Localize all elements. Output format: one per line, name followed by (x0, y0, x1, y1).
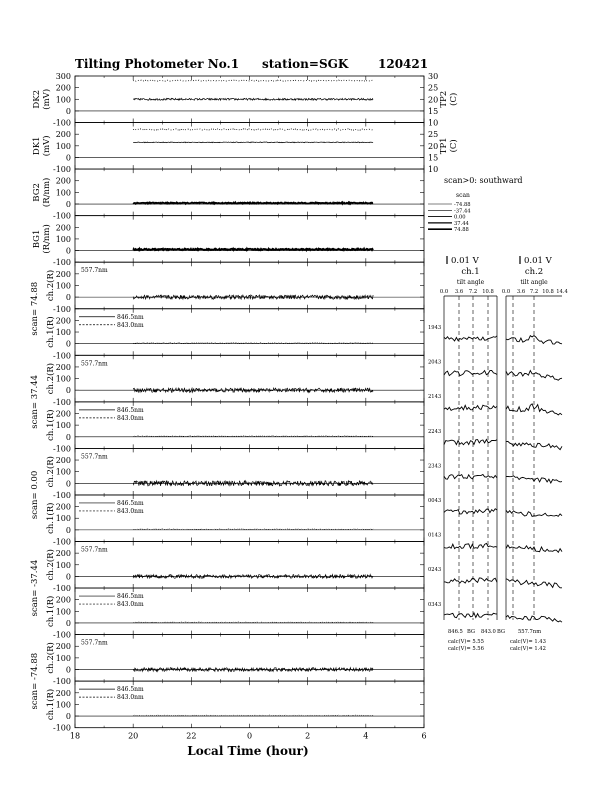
data-series (133, 142, 373, 143)
y-axis-label: ch.2(R) (46, 642, 56, 674)
y-tick-label: -100 (53, 677, 71, 687)
ch2-calc-label: calc(V)= 1.42 (510, 646, 546, 652)
y-axis-label: ch.1(R) (46, 409, 56, 441)
y-axis-label: ch.1(R) (46, 502, 56, 534)
scan-legend-header: scan (456, 192, 470, 199)
y-axis-label: ch.1(R) (46, 316, 56, 348)
scan-legend-entry: 37.44 (454, 220, 469, 227)
y-tick-label: 100 (55, 560, 71, 570)
y-tick-label: 0 (65, 712, 71, 722)
scan-group-label: scan= 74.88 (30, 281, 40, 336)
panel-frame (75, 448, 424, 495)
x-tick-label: 18 (69, 731, 81, 741)
panel-s4c2 (30, 542, 424, 617)
y-tick-label: 100 (55, 281, 71, 291)
y-tick-label: 100 (55, 95, 71, 105)
y-tick-label: 100 (55, 514, 71, 524)
chart-title: Tilting Photometer No.1 (75, 57, 240, 71)
ch1-footer-label: 843.0 (481, 629, 496, 635)
ch1-tick-label: 0.0 (439, 289, 449, 295)
y-tick-label: 200 (55, 83, 71, 93)
y-tick-label: -100 (53, 444, 71, 454)
y-axis-label: ch.2(R) (46, 455, 56, 488)
panel-s3c2 (30, 448, 424, 519)
x-tick-label: 0 (246, 731, 253, 741)
y-axis-label: DK1 (32, 136, 42, 156)
tilt-time-label: 0243 (428, 567, 442, 574)
x-axis-title: Local Time (hour) (187, 744, 309, 758)
ch2-tick-label: 3.6 (516, 289, 526, 295)
y-tick-label: 0 (65, 618, 71, 628)
panel-frame (75, 355, 424, 402)
right-axis-label: (C) (449, 139, 459, 153)
tilt-time-label: 0143 (428, 532, 442, 539)
right-tick-label: 30 (428, 72, 439, 81)
y-axis-label: (mV) (42, 135, 52, 157)
y-axis-label: BG1 (32, 229, 42, 249)
right-tick-label: 20 (428, 95, 439, 105)
y-tick-label: -100 (53, 118, 71, 128)
scale-label: 0.01 V (524, 256, 552, 266)
right-tick-label: 10 (428, 165, 439, 175)
right-tick-label: 15 (428, 106, 439, 116)
panel-s5c1 (45, 681, 424, 733)
y-tick-label: 200 (55, 642, 71, 652)
scan-legend-title: scan>0: southward (444, 176, 523, 185)
y-tick-label: 100 (55, 700, 71, 710)
y-tick-label: 0 (65, 153, 71, 163)
x-tick-label: 22 (186, 731, 197, 741)
y-tick-label: 100 (55, 653, 71, 663)
tilt-time-label: 2143 (428, 394, 442, 401)
panel-s1c2 (30, 262, 424, 338)
y-tick-label: -100 (53, 397, 71, 407)
ch2-footer-label: 557.7nm (518, 629, 542, 635)
panel-bg2 (32, 169, 424, 221)
y-tick-label: 100 (55, 607, 71, 617)
station-label: station=SGK (262, 57, 349, 71)
tilt-trace (444, 509, 497, 514)
y-axis-label: DK2 (32, 89, 42, 109)
panel-s2c1 (45, 402, 424, 454)
ch1-footer-label: BG (467, 629, 476, 635)
y-tick-label: 0 (65, 525, 71, 535)
ch2-tick-label: 14.4 (556, 289, 568, 295)
scan-legend-entry: 0.00 (454, 214, 466, 221)
y-tick-label: 0 (65, 106, 71, 116)
y-tick-label: -100 (53, 584, 71, 594)
y-tick-label: 100 (55, 234, 71, 244)
legend-label: 843.0nm (117, 601, 144, 609)
y-tick-label: 100 (55, 467, 71, 477)
y-tick-label: 200 (55, 316, 71, 326)
legend-label: 846.5nm (117, 406, 144, 414)
y-tick-label: 100 (55, 188, 71, 198)
data-series (133, 668, 373, 672)
ch2-title: ch.2 (524, 267, 544, 277)
legend-label: 843.0nm (117, 694, 144, 702)
y-tick-label: 200 (55, 223, 71, 233)
y-tick-label: 100 (55, 374, 71, 384)
data-series (133, 203, 373, 204)
ch2-calc-label: calc(V)= 1.43 (510, 639, 546, 645)
right-tick-label: 20 (428, 141, 439, 151)
y-tick-label: -100 (53, 630, 71, 640)
tilt-trace (506, 404, 562, 415)
legend-label: 846.5nm (117, 686, 144, 694)
panel-s2c2 (30, 355, 424, 431)
y-tick-label: 0 (65, 479, 71, 489)
scan-group-label: scan= -74.88 (30, 652, 40, 710)
x-tick-label: 20 (128, 731, 139, 741)
y-tick-label: 300 (55, 72, 71, 81)
scan-group-label: scan= -37.44 (30, 559, 40, 617)
right-axis-label: TP1 (439, 137, 449, 155)
y-tick-label: 100 (55, 141, 71, 151)
legend-label: 843.0nm (117, 414, 144, 422)
panel-s3c1 (45, 495, 424, 547)
y-tick-label: 200 (55, 502, 71, 512)
scan-legend-entry: -74.88 (454, 202, 471, 208)
y-axis-label: ch.2(R) (46, 362, 56, 395)
y-tick-label: 200 (55, 130, 71, 140)
data-series (133, 249, 373, 250)
panel-bg1 (32, 216, 424, 268)
y-tick-label: 200 (55, 176, 71, 186)
panel-frame (75, 123, 424, 170)
scan-group-label: scan= 37.44 (30, 374, 40, 429)
y-tick-label: 0 (65, 572, 71, 582)
scale-label: 0.01 V (451, 256, 479, 266)
data-series (133, 98, 373, 100)
right-axis-label: TP2 (439, 90, 449, 108)
tilt-time-label: 0043 (428, 498, 442, 504)
panel-frame (75, 542, 424, 589)
ch2-tick-label: 0.0 (501, 289, 511, 295)
legend-label: 846.5nm (117, 593, 144, 601)
y-tick-label: 0 (65, 200, 71, 210)
ch1-tick-label: 3.6 (454, 289, 464, 295)
tilt-time-label: 2243 (428, 428, 442, 435)
tilt-time-label: 0343 (428, 601, 442, 608)
tilt-time-label: 2043 (428, 359, 442, 366)
legend-label: 846.5nm (117, 313, 144, 321)
y-tick-label: 100 (55, 421, 71, 431)
y-tick-label: 0 (65, 293, 71, 303)
legend-label: 843.0nm (117, 321, 144, 329)
x-tick-label: 4 (363, 731, 369, 741)
x-tick-label: 6 (421, 731, 427, 741)
y-tick-label: -100 (53, 165, 71, 175)
ch2-tick-label: 7.2 (529, 289, 539, 295)
right-tick-label: 25 (428, 130, 439, 140)
data-series (133, 80, 373, 81)
panel-dk2 (32, 72, 459, 128)
ch1-tick-label: 10.8 (482, 289, 494, 295)
date-label: 120421 (378, 57, 429, 71)
y-axis-label: (mV) (42, 88, 52, 110)
right-axis-label: (C) (449, 92, 459, 106)
tilt-trace (444, 475, 497, 480)
y-tick-label: -100 (53, 723, 71, 733)
wavelength-label: 557.7nm (81, 546, 108, 554)
y-tick-label: 200 (55, 409, 71, 419)
ch2-tick-label: 10.8 (542, 289, 554, 295)
y-tick-label: -100 (53, 258, 71, 268)
y-tick-label: 0 (65, 246, 71, 256)
y-tick-label: -100 (53, 211, 71, 221)
ch1-footer-label: BG (497, 629, 506, 635)
scan-legend-entry: 74.88 (454, 227, 469, 234)
tilt-trace (444, 543, 497, 548)
right-tick-label: 15 (428, 153, 439, 163)
legend-label: 843.0nm (117, 507, 144, 515)
ch1-calc-label: calc(V)= 5.56 (448, 646, 484, 652)
panel-frame (75, 169, 424, 216)
panel-frame (75, 635, 424, 682)
y-axis-label: (R/nm) (42, 177, 52, 208)
tilt-trace (444, 578, 497, 583)
x-tick-label: 2 (305, 731, 311, 741)
scan-legend-entry: -37.44 (454, 208, 471, 215)
y-tick-label: 200 (55, 688, 71, 698)
tilt-time-label: 2343 (428, 463, 442, 470)
right-tick-label: 10 (428, 118, 439, 128)
y-tick-label: 0 (65, 432, 71, 442)
y-axis-label: ch.2(R) (46, 549, 56, 581)
y-tick-label: 0 (65, 339, 71, 349)
tilt-trace (444, 371, 497, 376)
right-tick-label: 25 (428, 83, 439, 93)
y-axis-label: ch.2(R) (46, 269, 56, 302)
y-tick-label: 0 (65, 665, 71, 675)
tilt-time-label: 1943 (428, 325, 442, 331)
scan-group-label: scan= 0.00 (30, 470, 40, 520)
panel-s4c1 (45, 588, 424, 640)
panel-s1c1 (45, 309, 424, 361)
data-series (133, 129, 373, 130)
y-axis-label: ch.1(R) (46, 688, 56, 721)
y-axis-label: BG2 (32, 183, 42, 202)
wavelength-label: 557.7nm (81, 360, 108, 368)
panel-dk1 (32, 123, 459, 175)
wavelength-label: 557.7nm (81, 639, 108, 647)
y-tick-label: 200 (55, 595, 71, 605)
y-tick-label: 200 (55, 269, 71, 279)
ch1-axis-label: tilt angle (456, 279, 485, 286)
ch1-footer-label: 846.5 (448, 629, 463, 635)
y-tick-label: 100 (55, 328, 71, 338)
y-tick-label: 200 (55, 456, 71, 466)
y-tick-label: -100 (53, 537, 71, 547)
data-series (133, 388, 373, 392)
tilt-trace (444, 405, 497, 410)
y-tick-label: -100 (53, 351, 71, 361)
y-tick-label: -100 (53, 304, 71, 314)
wavelength-label: 557.7nm (81, 453, 108, 461)
y-tick-label: 200 (55, 549, 71, 559)
wavelength-label: 557.7nm (81, 267, 108, 275)
tilt-trace (444, 613, 497, 618)
tilt-trace (444, 440, 497, 445)
y-tick-label: 200 (55, 362, 71, 372)
ch2-axis-label: tilt angle (520, 279, 548, 286)
ch1-calc-label: calc(V)= 5.55 (448, 639, 484, 645)
ch1-title: ch.1 (461, 267, 480, 277)
ch1-tick-label: 7.2 (468, 289, 478, 295)
y-axis-label: (R/nm) (42, 224, 52, 254)
panel-frame (75, 262, 424, 309)
panel-s5c2 (30, 635, 424, 710)
tilt-trace (444, 336, 497, 341)
legend-label: 846.5nm (117, 499, 144, 507)
panel-frame (75, 216, 424, 263)
y-tick-label: 0 (65, 386, 71, 396)
y-axis-label: ch.1(R) (46, 595, 56, 628)
y-tick-label: -100 (53, 490, 71, 500)
